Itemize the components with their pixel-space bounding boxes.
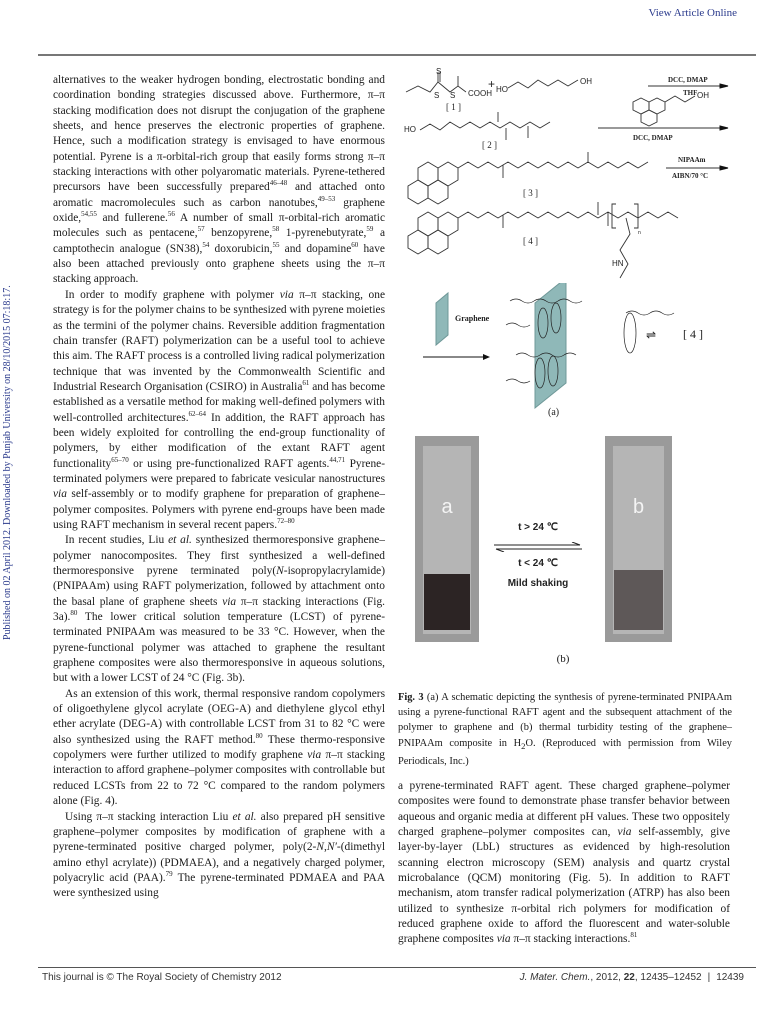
citation-ref: 81 — [630, 931, 638, 940]
graphene-sheet-icon — [436, 293, 448, 345]
paragraph: In order to modify graphene with polymer via π–π stacking, one strategy is for the polymer chains to be synthesized with pyrene moieties as the termini of the polymer chains. Reversible addition fragmentation chain transfer (RAFT) polymerization can be a useful tool to achieve this aim. The RAFT process is a controlled living radical polymerization technique that was invented by the Commonwealth Scientific and Industrial Research Organisation (CSIRO) in Australia$^{61}$ and has become established as a versatile method for making well-defined polymers with well-controlled architectures.$^{62-64}$ In addition, the RAFT approach has been widely exploited for controlling the end-group functionality of polymers, by either modification of the extant RAFT agent functionality$^{65-70}$ or using pre-functionalized RAFT agents.$^{44,71}$ Pyrene-terminated polymers were prepared to fabricate vesicular nanostructures via self-assembly or to modify graphene for preparation of graphene–polymer composites. Polymers with pyrene end-groups have been made using RAFT mechanism in several recent papers.$^{72-80}$ — [53, 288, 386, 531]
paragraph: a pyrene-terminated RAFT agent. These charged graphene–polymer composites were found to demonstrate phase transfer behavior between aqueous and organic media at different pH values. These two oppositely charged graphene–polymer composites can, via self-assembly, give layer-by-layer (LbL) structures as evidenced by high-resolution scanning electron microscopy (SEM) analysis and quartz crystal microbalance (QCM) monitoring (Fig. 5). In addition to RAFT mechanism, atom transfer radical polymerization (ATRP) has also been utilized to synthesize π-orbital rich polymers for modification of reduced graphene oxide to afford the fluorescent and water-soluble graphene composites via π–π stacking interactions.$^{81}$ — [398, 780, 730, 946]
svg-text:S: S — [450, 91, 456, 100]
svg-text:HO: HO — [496, 85, 508, 94]
condition-reverse: t < 24 ℃ — [518, 558, 558, 569]
citation-ref: 72–80 — [277, 517, 295, 526]
condition-forward: t > 24 ℃ — [518, 522, 558, 533]
journal-citation: J. Mater. Chem., 2012, 22, 12435–12452 | 12439 — [519, 972, 744, 983]
panel-b-label: (b) — [556, 653, 570, 665]
svg-text:OH: OH — [580, 77, 592, 86]
turbidity-photo — [398, 436, 733, 646]
functionalized-graphene-icon — [535, 283, 566, 408]
citation-ref: 54 — [202, 240, 210, 249]
download-watermark — [2, 80, 16, 640]
citation-ref: 80 — [70, 609, 78, 618]
citation-ref: 59 — [366, 225, 374, 234]
citation-ref: 58 — [272, 225, 280, 234]
copyright-notice: This journal is © The Royal Society of Chemistry 2012 — [42, 972, 282, 983]
paragraph: As an extension of this work, thermal responsive random copolymers of oligoethylene glycol acrylate (OEG-A) and diethylene glycol ethyl ether acrylate (DEG-A) with controllable LCST from 31 to 82 °C were also synthesized using the RAFT method.$^{80}$ These thermo-responsive copolymers were further utilized to modify graphene via π–π stacking interaction to afford graphene–polymer composites with controllable but reduced LCSTs from 22 to 72 °C compared to the random polymers alone (Fig. 4). — [53, 687, 385, 808]
right-column — [398, 779, 730, 948]
citation-ref: 49–53 — [317, 194, 336, 203]
svg-text:[ 3 ]: [ 3 ] — [523, 188, 538, 198]
citation-ref: 60 — [351, 240, 359, 249]
reversible-arrows-icon — [494, 542, 582, 552]
svg-text:⇌: ⇌ — [646, 328, 657, 342]
header-rule — [38, 54, 756, 56]
condition-note: Mild shaking — [507, 578, 569, 589]
citation-ref: 55 — [272, 240, 280, 249]
paragraph: alternatives to the weaker hydrogen bonding, electrostatic bonding and coordination bonding strategies discussed above. Furthermore, π–π stacking modification does not disrupt the conjugation of the graphene sheets, and hence preserves the electronic properties of graphene. Hence, such a modification strategy is envisaged to have enormous potential. Pyrene is a π-orbital-rich group that easily forms strong π–π stacking interactions with other polyaromatic materials. Pyrene-tethered precursors have been successfully prepared$^{46-48}$ and attached onto aromatic macromolecules such as carbon nanotubes,$^{49-53}$ graphene oxide,$^{54,55}$ and fullerene.$^{56}$ A number of small π-orbital-rich aromatic molecules such as pentacene,$^{57}$ benzopyrene,$^{58}$ 1-pyrenebutyrate,$^{59}$ a camptothecin analogue (SN38),$^{54}$ doxorubicin,$^{55}$ and dopamine$^{60}$ have also been attached previously onto graphene sheets using the π–π stacking approach. — [53, 74, 386, 286]
citation-ref: 62–64 — [188, 409, 207, 418]
graphene-attachment-schematic — [398, 283, 733, 423]
svg-text:THF: THF — [683, 89, 698, 97]
svg-text:[ 4 ]: [ 4 ] — [523, 236, 538, 246]
synthesis-scheme — [398, 68, 733, 288]
svg-text:HN: HN — [612, 259, 624, 268]
svg-text:HO: HO — [404, 125, 416, 134]
svg-text:[ 4 ]: [ 4 ] — [683, 327, 703, 341]
reaction-scheme-graphic — [398, 68, 733, 288]
citation-ref: 61 — [302, 379, 310, 388]
caption-label: Fig. 3 — [398, 692, 424, 703]
citation-ref: 57 — [197, 225, 205, 234]
footer-rule — [38, 967, 756, 968]
svg-text:S: S — [434, 91, 440, 100]
svg-text:OH: OH — [697, 91, 709, 100]
svg-text:n: n — [638, 230, 641, 236]
svg-text:NIPAAm: NIPAAm — [678, 156, 706, 164]
svg-text:[ 1 ]: [ 1 ] — [446, 102, 461, 112]
left-column — [53, 73, 385, 902]
svg-text:COOH: COOH — [468, 89, 492, 98]
caption-text: (a) A schematic depicting the synthesis of pyrene-terminated PNIPAAm using a pyrene-functional RAFT agent and the subsequent attachment of the polymer to graphene and (b) thermal turbidity testing of the graphene–PNIPAAm composite in H — [398, 692, 732, 749]
svg-text:Graphene: Graphene — [455, 314, 490, 323]
download-watermark-text: Published on 02 April 2012. Downloaded by Punjab University on 28/10/2015 07:18:17. — [2, 285, 13, 640]
citation-ref: 54,55 — [81, 210, 97, 219]
citation-ref: 79 — [165, 870, 173, 879]
figure-caption: Fig. 3 (a) A schematic depicting the synthesis of pyrene-terminated PNIPAAm using a pyrene-functional RAFT agent and the subsequent attachment of the polymer to graphene and (b) thermal turbidity testing of the graphene–PNIPAAm composite in $H_2O$. (Reproduced with permission from Wiley Periodicals, Inc.) — [398, 692, 733, 767]
page-number: 12439 — [716, 972, 744, 983]
svg-text:(a): (a) — [548, 407, 560, 418]
svg-text:S: S — [436, 68, 442, 76]
paragraph: Using π–π stacking interaction Liu et al. also prepared pH sensitive graphene–polymer composites by modification of graphene with a pyrene-terminated positive charged polymer, poly(2-N,N′-(dimethyl amino ethyl acrylate)) (PDMAEA), and a negatively charged polymer, polyacrylic acid (PAA).$^{79}$ The pyrene-terminated PDMAEA and PAA were synthesized using — [53, 810, 386, 900]
svg-text:[ 2 ]: [ 2 ] — [482, 140, 497, 150]
svg-text:+: + — [488, 77, 496, 91]
citation-ref: 56 — [167, 210, 175, 219]
citation-ref: 80 — [255, 731, 263, 740]
vial-b-label: b — [632, 496, 645, 518]
svg-text:AIBN/70 °C: AIBN/70 °C — [672, 172, 709, 180]
paragraph: In recent studies, Liu et al. synthesized thermoresponsive graphene–polymer nanocomposites. They first synthesized a well-defined thermoresponsive pyrene terminated poly(N-isopropylacrylamide) (PNIPAAm) using RAFT polymerization, followed by attachment onto the basal plane of graphene sheets via π–π stacking interactions (Fig. 3a).$^{80}$ The lower critical solution temperature (LCST) of pyrene-terminated PNIPAAm was measured to be 33 °C. However, when the pyrene-functional polymer was attached to graphene the resultant graphene composites were also thermoresponsive in aqueous solutions, but with a lower LCST of 24 °C (Fig. 3b). — [53, 534, 385, 685]
citation-ref: 65–70 — [111, 455, 129, 464]
svg-text:DCC, DMAP: DCC, DMAP — [633, 134, 673, 142]
citation-ref: 44,71 — [329, 455, 346, 464]
view-article-online-link[interactable]: View Article Online — [648, 7, 737, 19]
vial-a-label: a — [441, 496, 453, 518]
figure-3 — [398, 68, 733, 668]
svg-text:DCC, DMAP: DCC, DMAP — [668, 76, 708, 84]
vial-b — [605, 436, 672, 642]
vial-a — [415, 436, 479, 642]
citation-ref: 46–48 — [269, 179, 288, 188]
